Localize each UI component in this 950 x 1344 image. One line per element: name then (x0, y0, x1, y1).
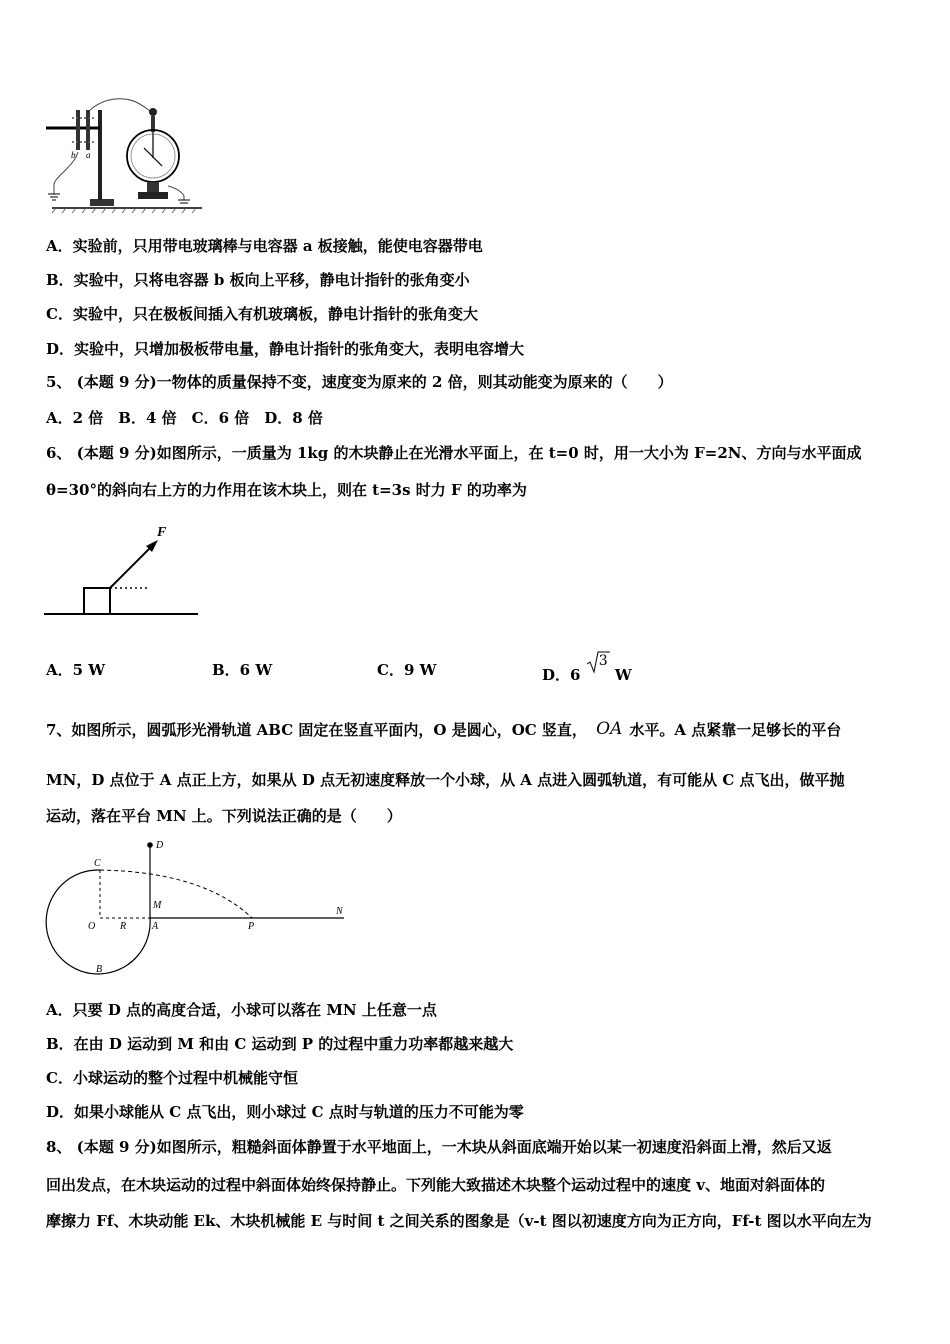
q8-stem-line3: 摩擦力 Ff、木块动能 Ek、木块机械能 E 与时间 t 之间关系的图象是（v-t 图以初速度方向为正方向，Ff-t 图以水平向左为 (46, 1212, 872, 1230)
q6-option-d-prefix: D．6 (542, 666, 581, 684)
electroscope-base (138, 192, 168, 199)
label-a: a (86, 150, 91, 160)
q6-option-a: A．5 W (46, 661, 106, 679)
q6-option-d (542, 653, 632, 685)
q6-option-d-unit: W (614, 666, 632, 684)
label-N: N (336, 906, 343, 917)
q5-options: A．2 倍 B．4 倍 C．6 倍 D．8 倍 (46, 409, 323, 427)
q6-stem-line1: 6、 (本题 9 分)如图所示，一质量为 1kg 的木块静止在光滑水平面上，在 t=0 时，用一大小为 F=2N、方向与水平面成 (46, 444, 862, 462)
q7-oa-symbol: OA (596, 719, 623, 739)
q4-option-d: D．实验中，只增加极板带电量，静电计指针的张角变大，表明电容增大 (46, 340, 525, 358)
q4-option-c: C．实验中，只在极板间插入有机玻璃板，静电计指针的张角变大 (46, 305, 478, 323)
capacitor-electroscope-figure (44, 96, 204, 214)
q7-option-b: B．在由 D 运动到 M 和由 C 运动到 P 的过程中重力功率都越来越大 (46, 1035, 514, 1053)
stand-rod (98, 110, 102, 200)
q4-option-b: B．实验中，只将电容器 b 板向上平移，静电计指针的张角变小 (46, 271, 470, 289)
sqrt-radicand: 3 (598, 653, 608, 669)
sqrt-symbol (586, 653, 610, 680)
q6-stem-line2: θ=30°的斜向右上方的力作用在该木块上，则在 t=3s 时力 F 的功率为 (46, 481, 527, 499)
label-M: M (153, 900, 162, 911)
q7-stem-line1-a: 7、如图所示，圆弧形光滑轨道 ABC 固定在竖直平面内，O 是圆心，OC 竖直， (46, 721, 587, 739)
label-D: D (156, 840, 164, 851)
plate-b (76, 110, 80, 150)
q7-option-a: A．只要 D 点的高度合适，小球可以落在 MN 上任意一点 (46, 1001, 437, 1019)
label-b: b (71, 150, 76, 160)
q6-option-b: B．6 W (212, 661, 273, 679)
q8-stem-line1: 8、 (本题 9 分)如图所示，粗糙斜面体静置于水平地面上，一木块从斜面底端开始以某一初速度沿斜面上滑，然后又返 (46, 1138, 832, 1156)
wood-block (84, 588, 110, 614)
force-arrow (110, 546, 152, 588)
electroscope-knob (149, 108, 157, 116)
q7-stem-line3: 运动，落在平台 MN 上。下列说法正确的是（ ） (46, 807, 402, 825)
projectile-path (100, 870, 252, 918)
q7-stem-line2: MN，D 点位于 A 点正上方，如果从 D 点无初速度释放一个小球，从 A 点进入圆弧轨道，有可能从 C 点飞出，做平抛 (46, 771, 845, 789)
q7-stem-line1-b: 水平。A 点紧靠一足够长的平台 (629, 721, 842, 739)
label-P: P (248, 921, 255, 932)
label-O: O (88, 921, 96, 932)
label-B: B (96, 964, 103, 975)
plate-a (86, 110, 90, 150)
q5-stem: 5、 (本题 9 分)一物体的质量保持不变，速度变为原来的 2 倍，则其动能变为原来的（ ） (46, 373, 673, 391)
q6-option-c: C．9 W (377, 661, 437, 679)
q7-stem-line1 (46, 720, 841, 740)
label-C: C (94, 858, 101, 869)
q7-track-figure (44, 836, 354, 978)
label-R: R (120, 921, 127, 932)
point-d (147, 842, 153, 848)
arc-track-abc (46, 870, 150, 974)
stand-base (90, 199, 114, 206)
q7-option-d: D．如果小球能从 C 点飞出，则小球过 C 点时与轨道的压力不可能为零 (46, 1103, 524, 1121)
q6-force-figure (44, 520, 204, 620)
q7-option-c: C．小球运动的整个过程中机械能守恒 (46, 1069, 298, 1087)
q8-stem-line2: 回出发点，在木块运动的过程中斜面体始终保持静止。下列能大致描述木块整个运动过程中的速度 v、地面对斜面体的 (46, 1176, 825, 1194)
label-F: F (157, 525, 167, 540)
label-A: A (152, 921, 159, 932)
q4-option-a: A．实验前，只用带电玻璃棒与电容器 a 板接触，能使电容器带电 (46, 237, 483, 255)
